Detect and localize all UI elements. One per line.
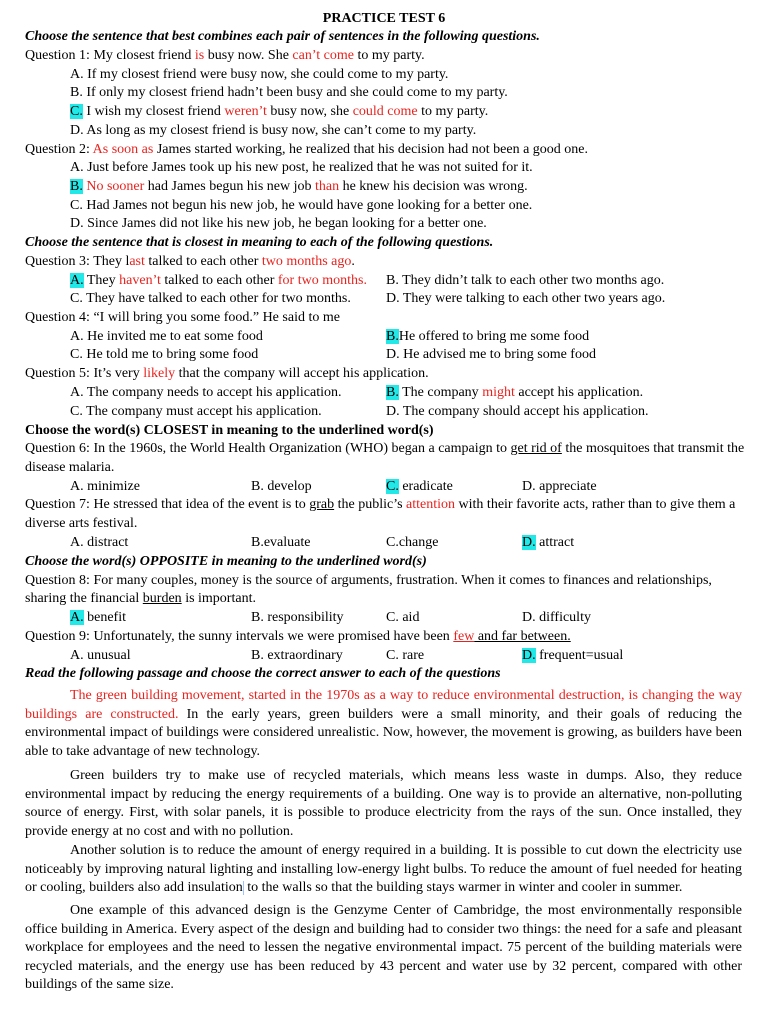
q1-option-b: B. If only my closest friend hadn’t been busy and she could come to my party. — [70, 85, 508, 100]
question-7-cont: diverse arts festival. — [25, 516, 138, 531]
q1-option-c: C. I wish my closest friend weren’t busy now, she could come to my party. — [70, 104, 489, 119]
q9-option-a: A. unusual — [70, 648, 131, 663]
answer-key-highlight: B. — [386, 385, 399, 400]
passage-paragraph-2: Green builders try to make use of recycled materials, which means less waste in dumps. Also, they reduce environmental impact by reducing the energy requirements of a building. One way is to provide an alternative, non-polluting source of energy. First, with solar panels, it is possible to produce electricity from the rays of the sun. Once installed, they provide energy at no cost and with no pollution. — [25, 768, 742, 839]
q3-option-b: B. They didn’t talk to each other two months ago. — [386, 273, 665, 288]
q9-option-c: C. rare — [386, 648, 425, 663]
passage-paragraph-3: Another solution is to reduce the amount of energy required in a building. It is possible to cut down the electricity use noticeably by improving natural lighting and installing low-energy light bulbs. To reduce the amount of fuel needed for heating or cooling, builders also add insulation to the walls so that the building stays warmer in winter and cooler in summer. — [25, 843, 742, 895]
answer-key-highlight: D. — [522, 648, 536, 663]
q4-option-c: C. He told me to bring some food — [70, 347, 259, 362]
page-title: PRACTICE TEST 6 — [322, 11, 446, 26]
q2-option-d: D. Since James did not like his new job, he began looking for a better one. — [70, 216, 487, 231]
question-6-cont: disease malaria. — [25, 460, 115, 475]
question-9: Question 9: Unfortunately, the sunny intervals we were promised have been few and far between. — [25, 629, 571, 644]
q9-option-b: B. extraordinary — [251, 648, 343, 663]
question-6: Question 6: In the 1960s, the World Health Organization (WHO) began a campaign to get rid of the mosquitoes that transmit the — [25, 441, 745, 456]
q5-option-a: A. The company needs to accept his application. — [70, 385, 342, 400]
q5-option-c: C. The company must accept his application. — [70, 404, 322, 419]
section-heading-1: Choose the sentence that best combines each pair of sentences in the following questions. — [25, 29, 540, 44]
section-heading-3: Choose the word(s) CLOSEST in meaning to the underlined word(s) — [25, 423, 434, 438]
question-3: Question 3: They last talked to each other two months ago. — [25, 254, 355, 269]
q7-option-a: A. distract — [70, 535, 129, 550]
answer-key-highlight: C. — [386, 479, 399, 494]
question-8-cont: sharing the financial burden is important. — [25, 591, 256, 606]
q7-option-c: C.change — [386, 535, 439, 550]
q4-option-b: B.He offered to bring me some food — [386, 329, 590, 344]
section-heading-5: Read the following passage and choose the correct answer to each of the questions — [25, 666, 501, 681]
answer-key-highlight: A. — [70, 610, 84, 625]
q4-option-a: A. He invited me to eat some food — [70, 329, 263, 344]
q6-option-a: A. minimize — [70, 479, 140, 494]
q3-option-c: C. They have talked to each other for two months. — [70, 291, 351, 306]
question-2: Question 2: As soon as James started working, he realized that his decision had not been a good one. — [25, 142, 588, 157]
q8-option-b: B. responsibility — [251, 610, 344, 625]
question-5: Question 5: It’s very likely that the company will accept his application. — [25, 366, 429, 381]
answer-key-highlight: D. — [522, 535, 536, 550]
answer-key-highlight: C. — [70, 104, 83, 119]
answer-key-highlight: B. — [70, 179, 83, 194]
passage-paragraph-4: One example of this advanced design is the Genzyme Center of Cambridge, the most environmentally responsible office building in America. Every aspect of the design and building had to consider two things: the need for a safe and pleasant workplace for employees and the need to lessen the negative environmental impact. 75 percent of the building materials were recycled materials, and the energy use has been reduced by 43 percent and water use by 32 percent, compared with other buildings of the same size. — [25, 903, 742, 992]
q3-option-a: A. They haven’t talked to each other for two months. — [70, 273, 367, 288]
answer-key-highlight: B. — [386, 329, 399, 344]
q9-option-d: D. frequent=usual — [522, 648, 624, 663]
question-4: Question 4: “I will bring you some food.” He said to me — [25, 310, 340, 325]
q8-option-d: D. difficulty — [522, 610, 591, 625]
question-1: Question 1: My closest friend is busy now. She can’t come to my party. — [25, 48, 425, 63]
section-heading-2: Choose the sentence that is closest in meaning to each of the following questions. — [25, 235, 494, 250]
q5-option-d: D. The company should accept his application. — [386, 404, 649, 419]
q6-option-d: D. appreciate — [522, 479, 597, 494]
passage-paragraph-1: The green building movement, started in the 1970s as a way to reduce environmental destruction, is changing the way buildings are constructed. In the early years, green builders were a small minority, and their goals of reducing the environmental impact of buildings were considered unrealistic. Now, however, the movement is growing, as builders have been able to take advantage of new technology. — [25, 688, 742, 759]
q8-option-a: A. benefit — [70, 610, 126, 625]
q7-option-b: B.evaluate — [251, 535, 311, 550]
q8-option-c: C. aid — [386, 610, 420, 625]
q2-option-b: B. No sooner had James begun his new job than he knew his decision was wrong. — [70, 179, 528, 194]
question-7: Question 7: He stressed that idea of the event is to grab the public’s attention with their favorite acts, rather than to give them a — [25, 497, 736, 512]
section-heading-4: Choose the word(s) OPPOSITE in meaning to the underlined word(s) — [25, 554, 427, 569]
q7-option-d: D. attract — [522, 535, 575, 550]
q5-option-b: B. The company might accept his application. — [386, 385, 644, 400]
q2-option-c: C. Had James not begun his new job, he would have gone looking for a better one. — [70, 198, 533, 213]
q2-option-a: A. Just before James took up his new post, he realized that he was not suited for it. — [70, 160, 533, 175]
answer-key-highlight: A. — [70, 273, 84, 288]
q6-option-c: C. eradicate — [386, 479, 453, 494]
q1-option-a: A. If my closest friend were busy now, she could come to my party. — [70, 67, 449, 82]
question-8: Question 8: For many couples, money is the source of arguments, frustration. When it comes to finances and relationships, — [25, 573, 712, 588]
q3-option-d: D. They were talking to each other two years ago. — [386, 291, 666, 306]
q4-option-d: D. He advised me to bring some food — [386, 347, 596, 362]
q6-option-b: B. develop — [251, 479, 312, 494]
q1-option-d: D. As long as my closest friend is busy now, she can’t come to my party. — [70, 123, 477, 138]
